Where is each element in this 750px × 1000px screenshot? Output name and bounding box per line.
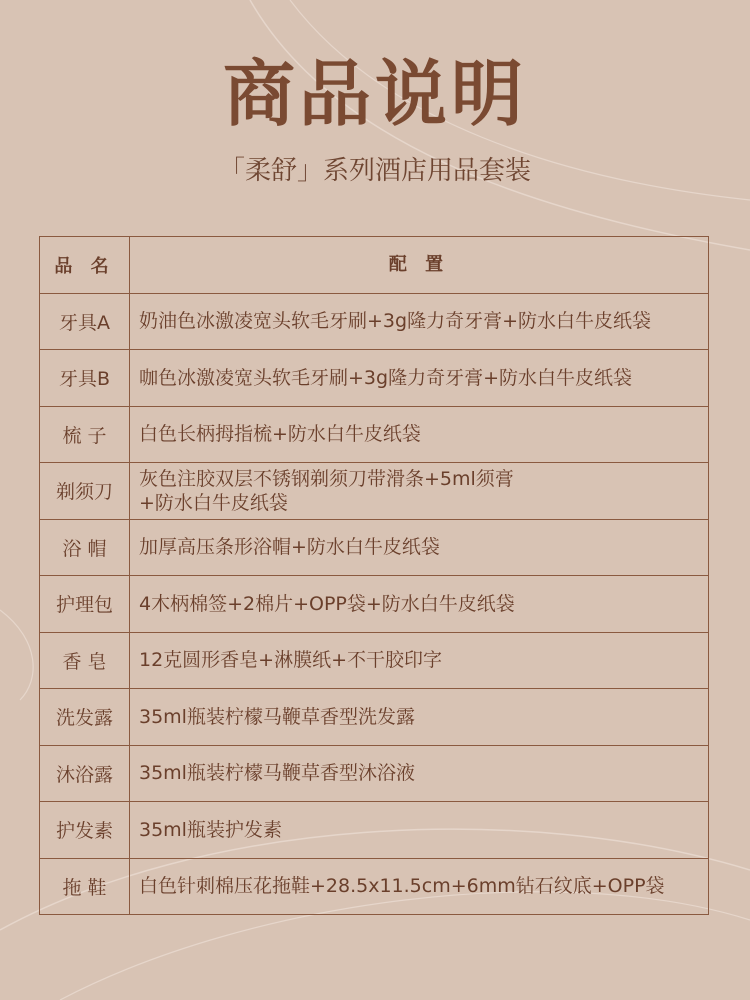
row-name: 护理包 xyxy=(40,576,130,633)
table-row xyxy=(40,802,709,859)
row-name: 浴 帽 xyxy=(40,519,130,576)
table-row xyxy=(40,350,709,407)
product-spec-table xyxy=(39,236,709,915)
row-name: 牙具B xyxy=(40,350,130,407)
row-name: 牙具A xyxy=(40,293,130,350)
row-spec: 35ml瓶装护发素 xyxy=(130,802,709,859)
row-name: 梳 子 xyxy=(40,406,130,463)
row-spec: 35ml瓶装柠檬马鞭草香型沐浴液 xyxy=(130,745,709,802)
table-row xyxy=(40,745,709,802)
row-spec: 咖色冰激凌宽头软毛牙刷+3g隆力奇牙膏+防水白牛皮纸袋 xyxy=(130,350,709,407)
row-spec xyxy=(130,463,709,520)
row-spec: 35ml瓶装柠檬马鞭草香型洗发露 xyxy=(130,689,709,746)
row-spec: 12克圆形香皂+淋膜纸+不干胶印字 xyxy=(130,632,709,689)
row-spec: 4木柄棉签+2棉片+OPP袋+防水白牛皮纸袋 xyxy=(130,576,709,633)
row-spec-line-1: 灰色注胶双层不锈钢剃须刀带滑条+5ml须膏 xyxy=(139,467,514,490)
table-row xyxy=(40,576,709,633)
header-spec: 配 置 xyxy=(130,237,709,294)
page-title: 商品说明 xyxy=(222,52,527,136)
table-row xyxy=(40,293,709,350)
row-name: 沐浴露 xyxy=(40,745,130,802)
table-row xyxy=(40,519,709,576)
row-spec: 加厚高压条形浴帽+防水白牛皮纸袋 xyxy=(130,519,709,576)
row-name: 剃须刀 xyxy=(40,463,130,520)
page-subtitle: 「柔舒」系列酒店用品套装 xyxy=(218,156,531,186)
row-name: 护发素 xyxy=(40,802,130,859)
table-header-row xyxy=(40,237,709,294)
table-row xyxy=(40,689,709,746)
row-spec-line-2: +防水白牛皮纸袋 xyxy=(139,491,288,514)
row-name: 香 皂 xyxy=(40,632,130,689)
table-row xyxy=(40,632,709,689)
table-row xyxy=(40,463,709,520)
table-row xyxy=(40,406,709,463)
row-spec: 白色针刺棉压花拖鞋+28.5x11.5cm+6mm钻石纹底+OPP袋 xyxy=(130,858,709,915)
table-row xyxy=(40,858,709,915)
row-name: 拖 鞋 xyxy=(40,858,130,915)
row-name: 洗发露 xyxy=(40,689,130,746)
header-name: 品 名 xyxy=(40,237,130,294)
row-spec: 白色长柄拇指梳+防水白牛皮纸袋 xyxy=(130,406,709,463)
row-spec: 奶油色冰激凌宽头软毛牙刷+3g隆力奇牙膏+防水白牛皮纸袋 xyxy=(130,293,709,350)
